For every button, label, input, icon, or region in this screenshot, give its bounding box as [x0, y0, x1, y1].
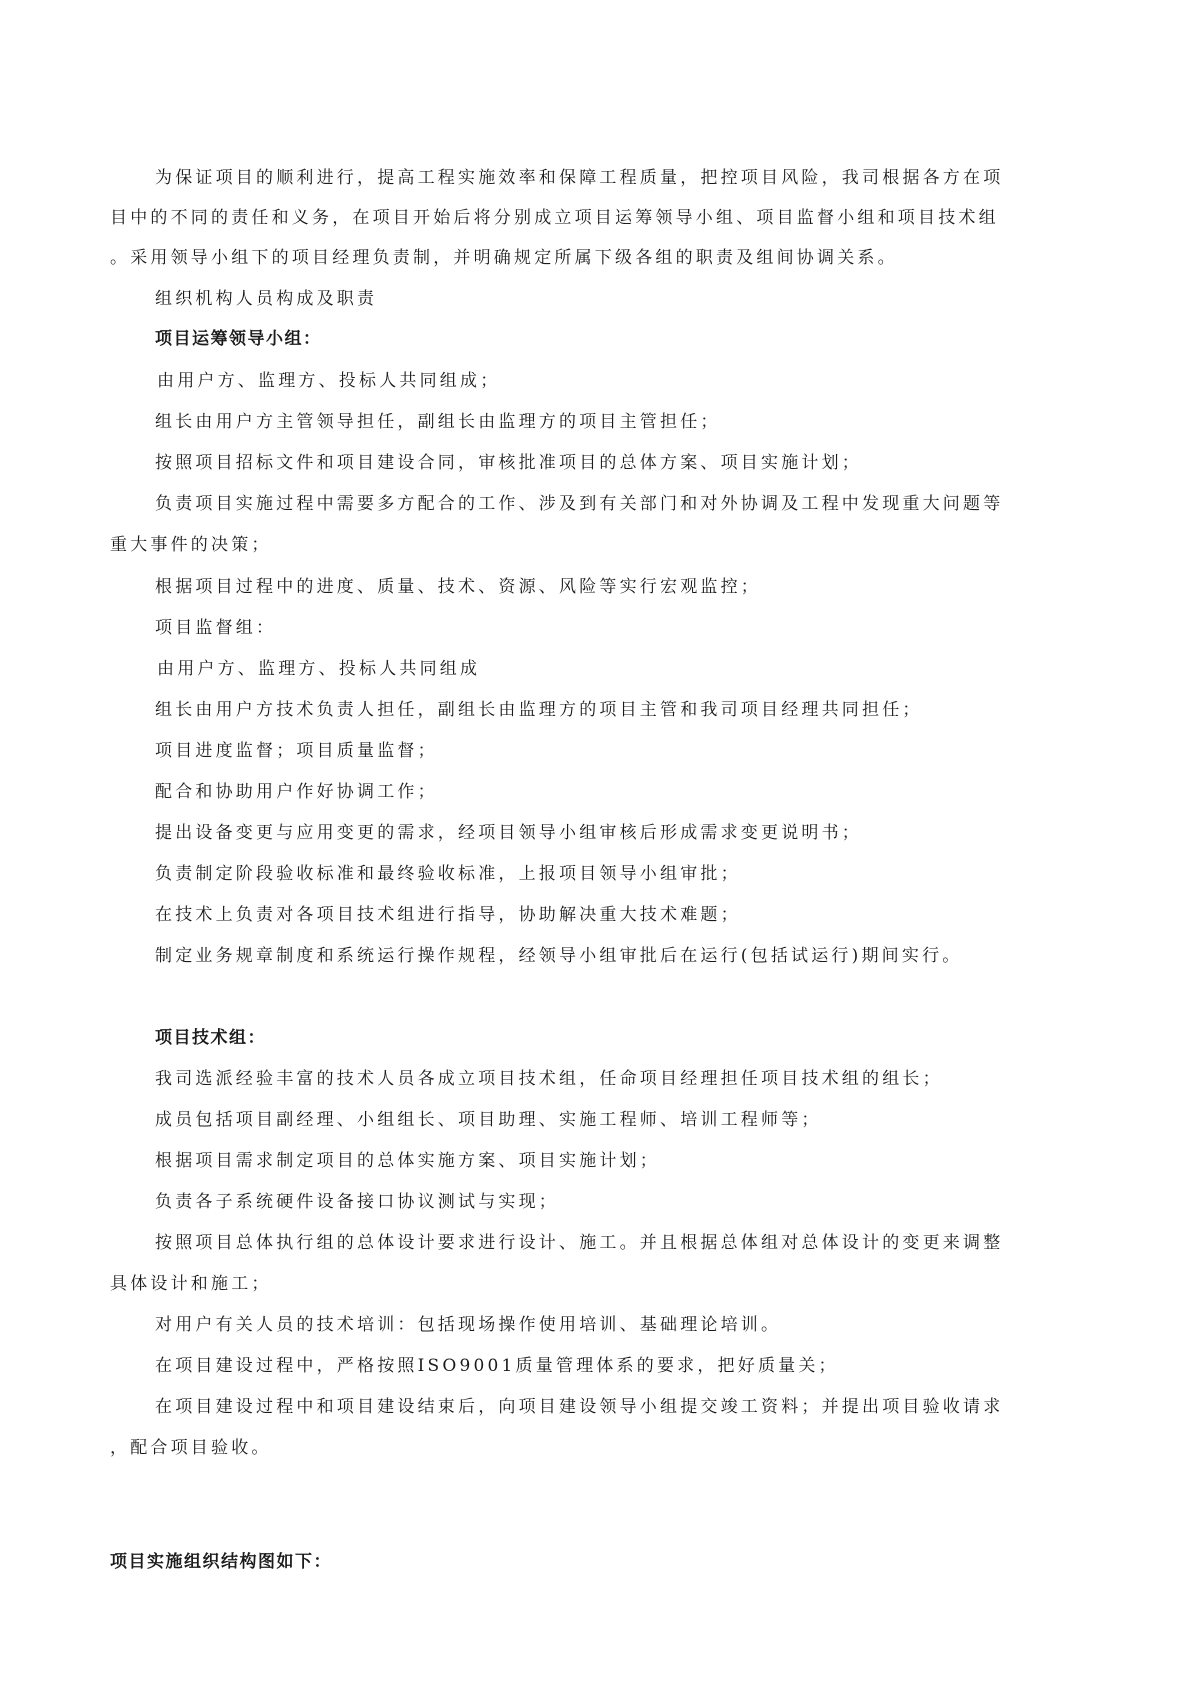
list-item: 按照项目招标文件和项目建设合同，审核批准项目的总体方案、项目实施计划；: [155, 453, 862, 473]
list-item-continuation: 重大事件的决策；: [110, 535, 272, 555]
list-item: 在项目建设过程中，严格按照ISO9001质量管理体系的要求，把好质量关；: [155, 1356, 839, 1376]
intro-paragraph-line-1: 为保证项目的顺利进行，提高工程实施效率和保障工程质量，把控项目风险，我司根据各方在项: [155, 168, 1004, 188]
list-item: 我司选派经验丰富的技术人员各成立项目技术组，任命项目经理担任项目技术组的组长；: [155, 1069, 943, 1089]
list-item: 根据项目过程中的进度、质量、技术、资源、风险等实行宏观监控；: [155, 577, 761, 597]
list-item: 成员包括项目副经理、小组组长、项目助理、实施工程师、培训工程师等；: [155, 1110, 822, 1130]
list-item-continuation: ，配合项目验收。: [110, 1438, 272, 1458]
supervision-group-heading: 项目监督组：: [155, 618, 277, 638]
list-item: 组长由用户方技术负责人担任，副组长由监理方的项目主管和我司项目经理共同担任；: [155, 700, 923, 720]
list-item: 负责制定阶段验收标准和最终验收标准，上报项目领导小组审批；: [155, 864, 741, 884]
list-item: 由用户方、监理方、投标人共同组成；: [157, 371, 501, 391]
list-item: 由用户方、监理方、投标人共同组成: [157, 659, 481, 679]
list-item: 对用户有关人员的技术培训：包括现场操作使用培训、基础理论培训。: [155, 1315, 782, 1335]
list-item: 提出设备变更与应用变更的需求，经项目领导小组审核后形成需求变更说明书；: [155, 823, 862, 843]
list-item: 组长由用户方主管领导担任，副组长由监理方的项目主管担任；: [155, 412, 721, 432]
list-item: 根据项目需求制定项目的总体实施方案、项目实施计划；: [155, 1151, 660, 1171]
list-item: 负责各子系统硬件设备接口协议测试与实现；: [155, 1192, 559, 1212]
leadership-group-heading: 项目运筹领导小组：: [155, 329, 322, 349]
tech-group-heading: 项目技术组：: [155, 1028, 266, 1048]
list-item: 制定业务规章制度和系统运行操作规程，经领导小组审批后在运行(包括试运行)期间实行。: [155, 946, 963, 966]
list-item: 项目进度监督；项目质量监督；: [155, 741, 438, 761]
list-item: 在技术上负责对各项目技术组进行指导，协助解决重大技术难题；: [155, 905, 741, 925]
intro-paragraph-line-2: 目中的不同的责任和义务，在项目开始后将分别成立项目运筹领导小组、项目监督小组和项目技术组: [110, 208, 999, 228]
list-item: 在项目建设过程中和项目建设结束后，向项目建设领导小组提交竣工资料；并提出项目验收请求: [155, 1397, 1004, 1417]
org-diagram-heading: 项目实施组织结构图如下：: [110, 1552, 332, 1572]
intro-paragraph-line-3: 。采用领导小组下的项目经理负责制，并明确规定所属下级各组的职责及组间协调关系。: [110, 248, 898, 268]
list-item: 配合和协助用户作好协调工作；: [155, 782, 438, 802]
list-item-continuation: 具体设计和施工；: [110, 1274, 272, 1294]
list-item: 按照项目总体执行组的总体设计要求进行设计、施工。并且根据总体组对总体设计的变更来调整: [155, 1233, 1004, 1253]
org-structure-heading: 组织机构人员构成及职责: [155, 289, 378, 309]
list-item: 负责项目实施过程中需要多方配合的工作、涉及到有关部门和对外协调及工程中发现重大问题等: [155, 494, 1004, 514]
